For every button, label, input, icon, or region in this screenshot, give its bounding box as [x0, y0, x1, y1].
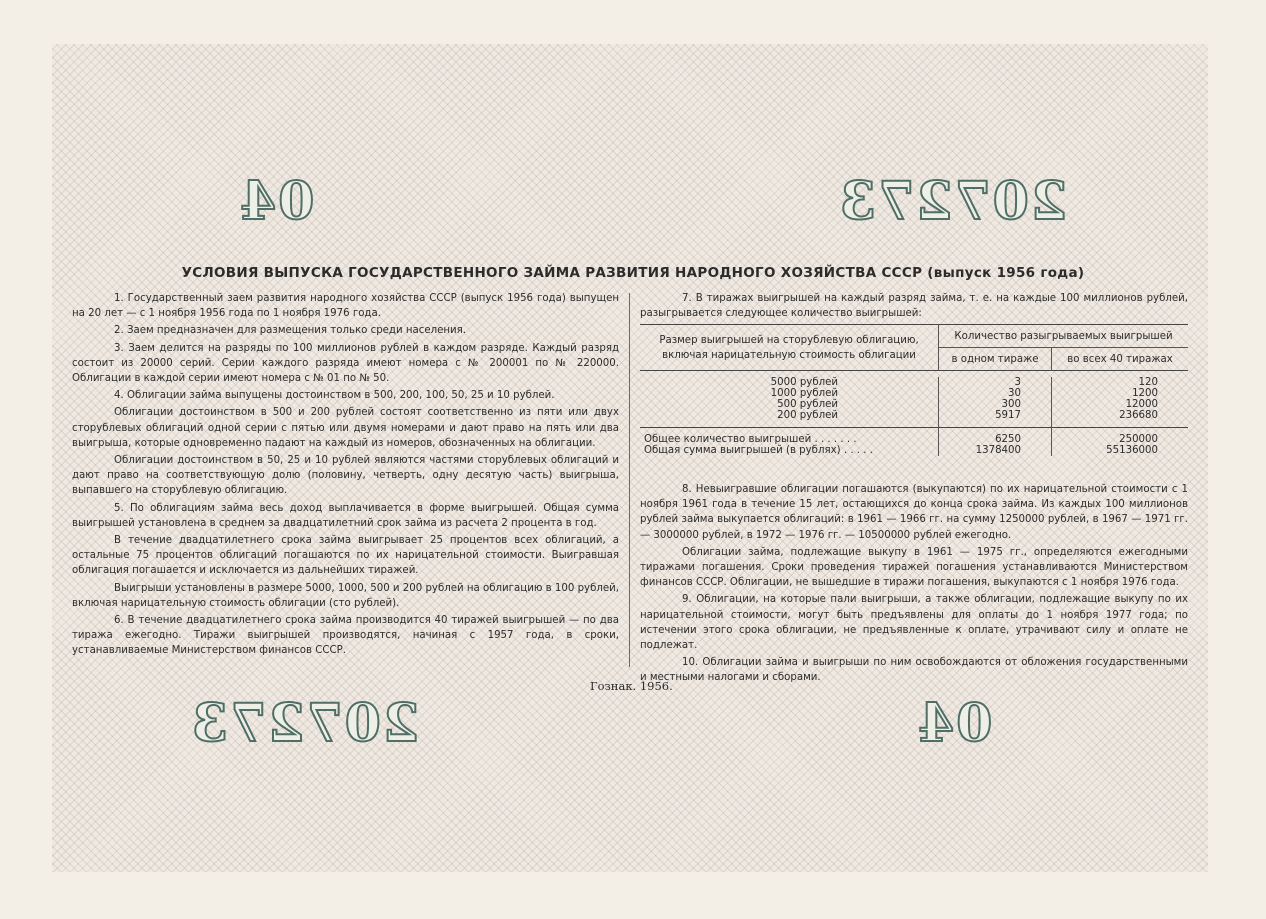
paragraph: 4. Облигации займа выпущены достоинством в 500, 200, 100, 50, 25 и 10 рублей.: [114, 390, 555, 402]
serial-bottom-right: 04: [916, 693, 993, 754]
table-row: 1000 рублей 30 1200: [640, 388, 1188, 399]
paragraph: Облигации займа, подлежащие выкупу в 1961 — 1975 гг., определяются ежегодными тиражами погашения. Сроки проведения тиражей погашения устанавливаются Министерством финансов СССР. Облигации, не вышедшие в тиражи погашения, выкупаются с 1 ноября 1976 года.: [640, 546, 1188, 589]
paragraph: 2. Заем предназначен для размещения только среди населения.: [114, 325, 467, 337]
table-row: 500 рублей 300 12000: [640, 399, 1188, 410]
paragraph: Облигации достоинством в 500 и 200 рублей состоят соответственно из пяти или двух сторублевых облигаций одной серии с пятью или двумя номерами и дают право на пять или два выигрыша, которые одновременно падают на каждый из номеров, обозначенных на облигации.: [72, 407, 619, 449]
paragraph: Облигации достоинством в 50, 25 и 10 рублей являются частями сторублевых облигаций и дают право на соответствующую долю (половину, четверть, одну десятую часть) выигрыша, выпавшего на сторублевую облигацию.: [72, 455, 619, 497]
title-year: (выпуск 1956 года): [927, 265, 1085, 281]
paragraph: 7. В тиражах выигрышей на каждый разряд займа, т. е. на каждые 100 миллионов рублей, разыгрывается следующее количество выигрышей:: [640, 293, 1188, 320]
left-column: [72, 291, 619, 659]
paragraph: 9. Облигации, на которые пали выигрыши, а также облигации, подлежащие выкупу по их нарицательной стоимости, могут быть предъявлены для оплаты до 1 ноября 1977 года; по истечении этого срока облигации, не предъявленные к оплате, утрачивают силу и оплате не подлежат.: [640, 594, 1188, 652]
table-row: 200 рублей 5917 236680: [640, 410, 1188, 421]
right-column: [640, 482, 1188, 686]
title-text: УСЛОВИЯ ВЫПУСКА ГОСУДАРСТВЕННОГО ЗАЙМА РАЗВИТИЯ НАРОДНОГО ХОЗЯЙСТВА СССР: [181, 265, 923, 281]
paragraph: 1. Государственный заем развития народного хозяйства СССР (выпуск 1956 года) выпущен на 20 лет — с 1 ноября 1956 года по 1 ноября 1976 года.: [72, 293, 619, 320]
right-intro: [640, 291, 1188, 321]
paragraph: 5. По облигациям займа весь доход выплачивается в форме выигрышей. Общая сумма выигрышей установлена в среднем за двадцатилетний срок займа из расчета 2 процента в год.: [72, 502, 619, 529]
paragraph: В течение двадцатилетнего срока займа выигрывает 25 процентов всех облигаций, а остальные 75 процентов облигаций погашаются по их нарицательной стоимости. Выигравшая облигация погашается и исключается из дальнейших тиражей.: [72, 535, 619, 577]
paragraph: 3. Заем делится на разряды по 100 миллионов рублей в каждом разряде. Каждый разряд состоит из 20000 серий. Серии каждого разряда имеют номера с № 200001 по № 220000. Облигации в каждой серии имеют номера с № 01 по № 50.: [72, 342, 619, 385]
col-group-header: Количество разыгрываемых выигрышей: [939, 325, 1189, 348]
table-row-total-sum: Общая сумма выигрышей (в рублях) . . . . . 1378400 55136000: [640, 445, 1188, 456]
col-size-header: Размер выигрышей на сторублевую облигацию, включая нарицательную стоимость облигации: [659, 334, 919, 361]
col-one-draw-header: в одном тираже: [939, 348, 1052, 371]
printer-imprint: Гознак. 1956.: [590, 679, 673, 693]
serial-bottom-left: 207273: [190, 693, 420, 754]
conditions-title: [0, 265, 1266, 281]
serial-top-left: 04: [238, 171, 315, 232]
paragraph: 6. В течение двадцатилетнего срока займа производится 40 тиражей выигрышей — по два тиража ежегодно. Тиражи выигрышей производятся, начиная с 1957 года, в сроки, устанавливаемые Министерством финансов СССР.: [72, 615, 619, 657]
serial-top-right: 207273: [838, 171, 1068, 232]
table-row-total-count: Общее количество выигрышей . . . . . . . 6250 250000: [640, 434, 1188, 445]
paragraph: 10. Облигации займа и выигрыши по ним освобождаются от обложения государственными и местными налогами и сборами.: [640, 657, 1188, 684]
paragraph: 8. Невыигравшие облигации погашаются (выкупаются) по их нарицательной стоимости с 1 ноября 1961 года в течение 15 лет, остающихся до конца срока займа. Из каждых 100 миллионов рублей займа выкупается облигаций: в 1961 — 1966 гг. на сумму 1250000 рублей, в 1967 — 1971 гг. — 3000000 рублей, в 1972 — 1976 гг. — 10500000 рублей ежегодно.: [640, 484, 1188, 541]
table-row: 5000 рублей 3 120: [640, 377, 1188, 388]
paragraph: Выигрыши установлены в размере 5000, 1000, 500 и 200 рублей на облигацию в 100 рублей, включая нарицательную стоимость облигации (сто рублей).: [72, 582, 619, 609]
column-divider: [629, 293, 630, 667]
prize-table: [640, 324, 1188, 456]
col-all-draws-header: во всех 40 тиражах: [1052, 348, 1189, 371]
